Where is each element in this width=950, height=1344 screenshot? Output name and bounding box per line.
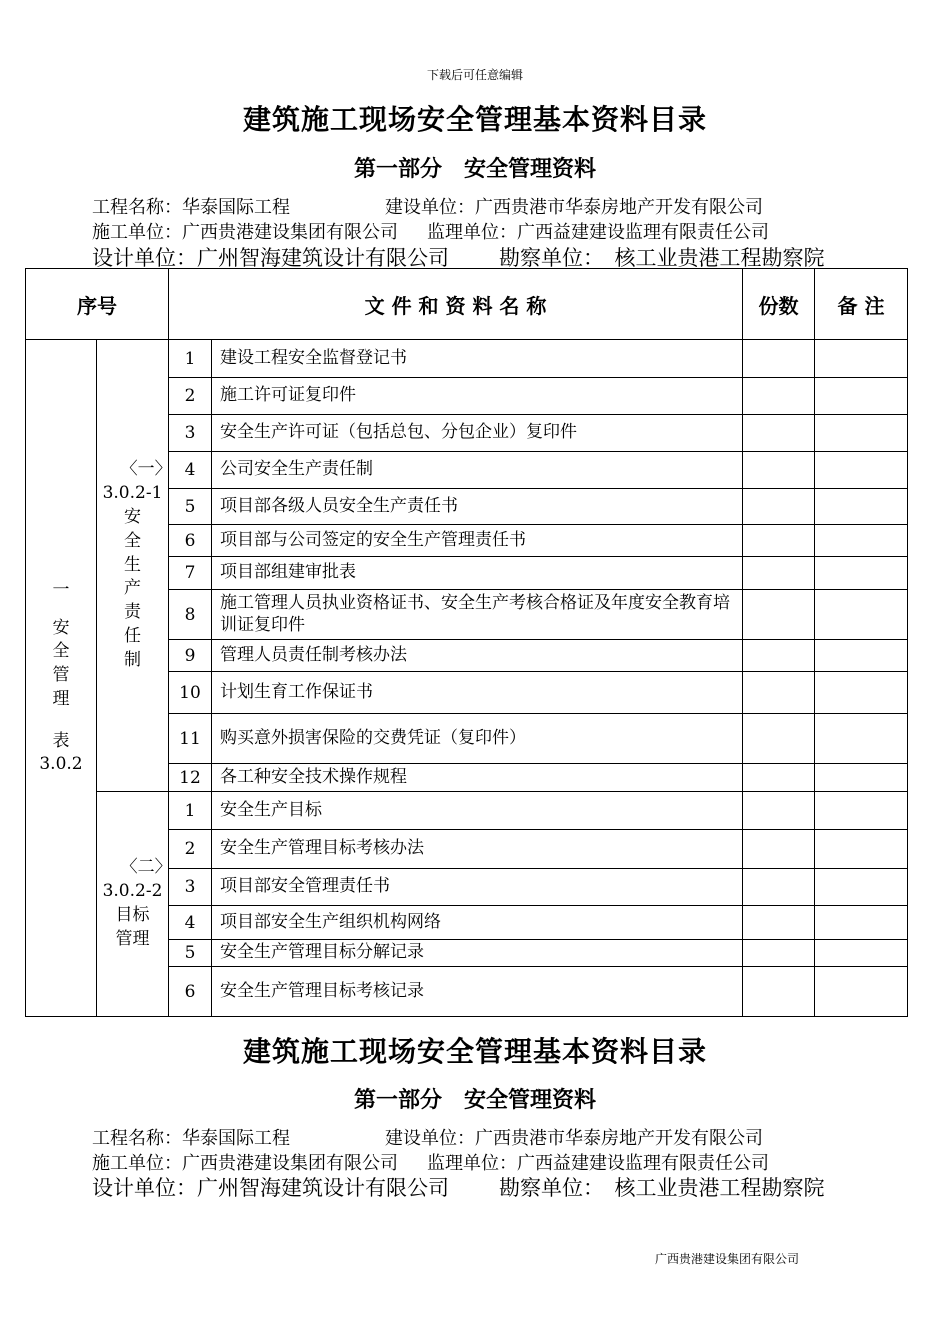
section-name: 安全管理: [52, 617, 70, 709]
copies-cell: [743, 967, 815, 1017]
contractor-unit: 施工单位：广西贵港建设集团有限公司: [92, 222, 398, 243]
copies-cell: [743, 940, 815, 967]
repeat-survey-unit: 勘察单位： 核工业贵港工程勘察院: [499, 1176, 825, 1200]
item-name: 管理人员责任制考核办法: [212, 640, 743, 672]
group-cell-2: [97, 792, 172, 1017]
item-number: 4: [169, 906, 212, 940]
item-name: 购买意外损害保险的交费凭证（复印件）: [212, 714, 743, 764]
table-header-row: [26, 269, 908, 340]
table-row: [26, 340, 908, 378]
repeat-supervisor-unit: 监理单位：广西益建建设监理有限责任公司: [427, 1153, 769, 1174]
page-subtitle: 第一部分 安全管理资料: [353, 156, 596, 182]
top-note: 下载后可任意编辑: [426, 68, 523, 82]
section-table-no: 3.0.2: [39, 754, 83, 775]
remarks-cell: [815, 452, 908, 489]
item-name: 项目部安全管理责任书: [212, 869, 743, 906]
group-bracket-1: 〈一〉: [120, 459, 172, 480]
item-number: 6: [169, 525, 212, 557]
item-number: 2: [169, 830, 212, 869]
item-number: 1: [169, 792, 212, 830]
item-name: 项目部各级人员安全生产责任书: [212, 489, 743, 525]
repeat-designer-unit: 设计单位：广州智海建筑设计有限公司: [92, 1176, 449, 1200]
repeat-contractor-unit: 施工单位：广西贵港建设集团有限公司: [92, 1153, 398, 1174]
remarks-cell: [815, 967, 908, 1017]
item-name: 公司安全生产责任制: [212, 452, 743, 489]
remarks-cell: [815, 714, 908, 764]
item-number: 8: [169, 590, 212, 640]
section-number: 一: [52, 579, 70, 600]
group-bracket-2: 〈二〉: [120, 857, 172, 878]
item-number: 3: [169, 869, 212, 906]
item-name: 项目部与公司签定的安全生产管理责任书: [212, 525, 743, 557]
copies-cell: [743, 557, 815, 590]
item-name: 安全生产管理目标考核办法: [212, 830, 743, 869]
remarks-cell: [815, 940, 908, 967]
item-name: 安全生产目标: [212, 792, 743, 830]
copies-cell: [743, 640, 815, 672]
item-number: 1: [169, 340, 212, 378]
copies-cell: [743, 590, 815, 640]
remarks-cell: [815, 792, 908, 830]
repeat-title: 建筑施工现场安全管理基本资料目录: [242, 1035, 707, 1068]
remarks-cell: [815, 378, 908, 415]
supervisor-unit: 监理单位：广西益建建设监理有限责任公司: [427, 222, 769, 243]
item-number: 11: [169, 714, 212, 764]
item-number: 10: [169, 672, 212, 714]
item-name: 安全生产管理目标分解记录: [212, 940, 743, 967]
item-name: 建设工程安全监督登记书: [212, 340, 743, 378]
item-number: 5: [169, 940, 212, 967]
item-number: 5: [169, 489, 212, 525]
copies-cell: [743, 869, 815, 906]
project-name: 工程名称：华泰国际工程: [92, 197, 290, 218]
remarks-cell: [815, 415, 908, 452]
item-name: 安全生产管理目标考核记录: [212, 967, 743, 1017]
group-cell-1: [97, 340, 172, 792]
item-number: 7: [169, 557, 212, 590]
group-code-1: 3.0.2-1: [102, 483, 163, 504]
repeat-builder-unit: 建设单位：广西贵港市华泰房地产开发有限公司: [385, 1128, 763, 1149]
item-name: 项目部组建审批表: [212, 557, 743, 590]
remarks-cell: [815, 906, 908, 940]
copies-cell: [743, 714, 815, 764]
table-row: [26, 792, 908, 830]
copies-cell: [743, 452, 815, 489]
header-name: 文 件 和 资 料 名 称: [169, 269, 743, 340]
remarks-cell: [815, 672, 908, 714]
item-number: 2: [169, 378, 212, 415]
copies-cell: [743, 340, 815, 378]
designer-unit: 设计单位：广州智海建筑设计有限公司: [92, 246, 449, 270]
copies-cell: [743, 792, 815, 830]
header-remarks: 备 注: [815, 269, 908, 340]
remarks-cell: [815, 640, 908, 672]
copies-cell: [743, 764, 815, 792]
header-seq: 序号: [26, 269, 169, 340]
item-number: 4: [169, 452, 212, 489]
remarks-cell: [815, 525, 908, 557]
remarks-cell: [815, 340, 908, 378]
header-copies: 份数: [743, 269, 815, 340]
remarks-cell: [815, 557, 908, 590]
copies-cell: [743, 378, 815, 415]
copies-cell: [743, 489, 815, 525]
remarks-cell: [815, 489, 908, 525]
copies-cell: [743, 415, 815, 452]
remarks-cell: [815, 830, 908, 869]
group-code-2: 3.0.2-2: [102, 881, 163, 902]
item-name: 计划生育工作保证书: [212, 672, 743, 714]
item-number: 12: [169, 764, 212, 792]
item-name: 安全生产许可证（包括总包、分包企业）复印件: [212, 415, 743, 452]
builder-unit: 建设单位：广西贵港市华泰房地产开发有限公司: [385, 197, 763, 218]
item-number: 9: [169, 640, 212, 672]
remarks-cell: [815, 764, 908, 792]
item-number: 6: [169, 967, 212, 1017]
item-name: 各工种安全技术操作规程: [212, 764, 743, 792]
item-name: 项目部安全生产组织机构网络: [212, 906, 743, 940]
page-title: 建筑施工现场安全管理基本资料目录: [242, 103, 707, 136]
group-name-1: 安全生产责任制: [124, 507, 141, 670]
item-name: 施工管理人员执业资格证书、安全生产考核合格证及年度安全教育培训证复印件: [212, 590, 743, 640]
copies-cell: [743, 525, 815, 557]
remarks-cell: [815, 869, 908, 906]
copies-cell: [743, 906, 815, 940]
copies-cell: [743, 672, 815, 714]
section-table-ref: 表: [52, 730, 70, 751]
document-table: [25, 268, 908, 1017]
repeat-project-name: 工程名称：华泰国际工程: [92, 1128, 290, 1149]
copies-cell: [743, 830, 815, 869]
item-number: 3: [169, 415, 212, 452]
group-name-2: 目标管理: [115, 905, 150, 949]
item-name: 施工许可证复印件: [212, 378, 743, 415]
footer-company: 广西贵港建设集团有限公司: [655, 1252, 800, 1266]
section-cell: [26, 340, 97, 1017]
survey-unit: 勘察单位： 核工业贵港工程勘察院: [499, 246, 825, 270]
remarks-cell: [815, 590, 908, 640]
repeat-subtitle: 第一部分 安全管理资料: [353, 1087, 596, 1113]
